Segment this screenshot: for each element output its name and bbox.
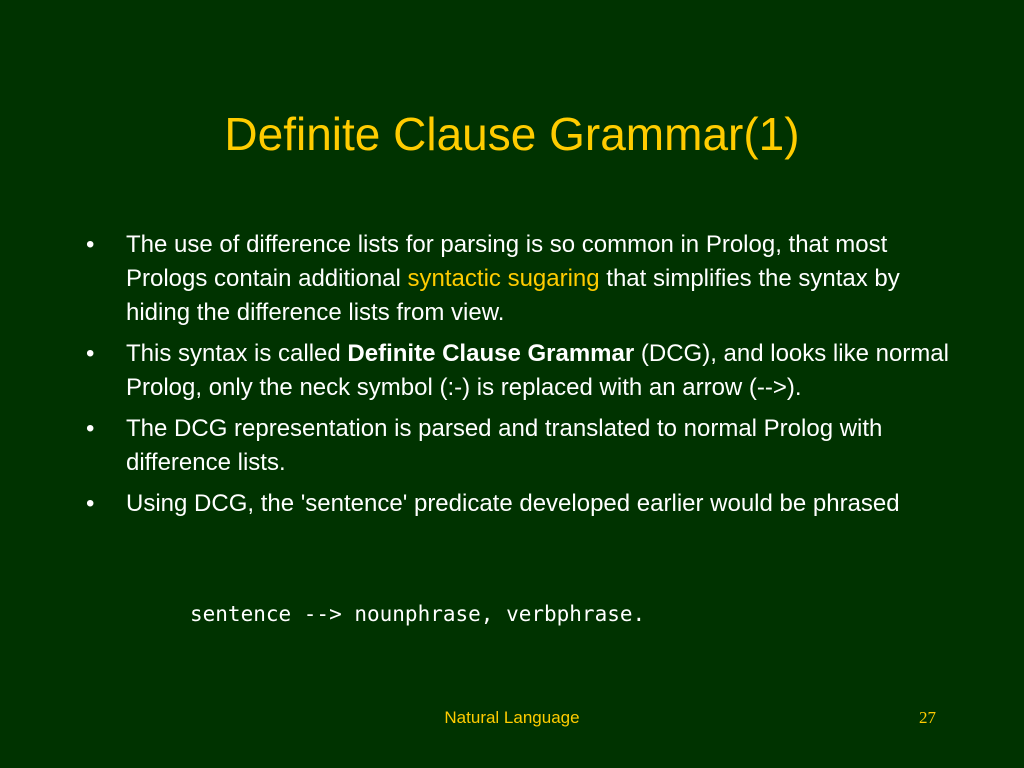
bullet-text: (DCG), and looks like normal Prolog, only the neck symbol (:-) is replaced with an arrow (-->). [126, 340, 949, 401]
bullet-item [82, 228, 952, 330]
slide-title: Definite Clause Grammar(1) [224, 108, 800, 160]
footer-label: Natural Language [444, 708, 580, 727]
bullet-marker: • [86, 340, 95, 367]
bullet-text: Using DCG, the 'sentence' predicate developed earlier would be phrased [126, 490, 900, 517]
code-example: sentence --> nounphrase, verbphrase. [190, 602, 646, 626]
bullet-text: that simplifies the syntax by hiding the difference lists from view. [126, 265, 900, 326]
bullet-item [82, 337, 952, 405]
bullet-list [82, 228, 952, 528]
highlight-text: syntactic sugaring [407, 265, 600, 292]
bold-term: Definite Clause Grammar [347, 340, 635, 367]
bullet-item [82, 487, 952, 521]
bullet-marker: • [86, 415, 95, 442]
bullet-item [82, 412, 952, 480]
bullet-text: The DCG representation is parsed and translated to normal Prolog with difference lists. [126, 415, 883, 476]
bullet-marker: • [86, 231, 95, 258]
bullet-marker: • [86, 490, 95, 517]
page-number: 27 [919, 708, 936, 727]
bullet-text: The use of difference lists for parsing is so common in Prolog, that most Prologs contain additional [126, 231, 888, 292]
bullet-text: This syntax is called [126, 340, 348, 367]
